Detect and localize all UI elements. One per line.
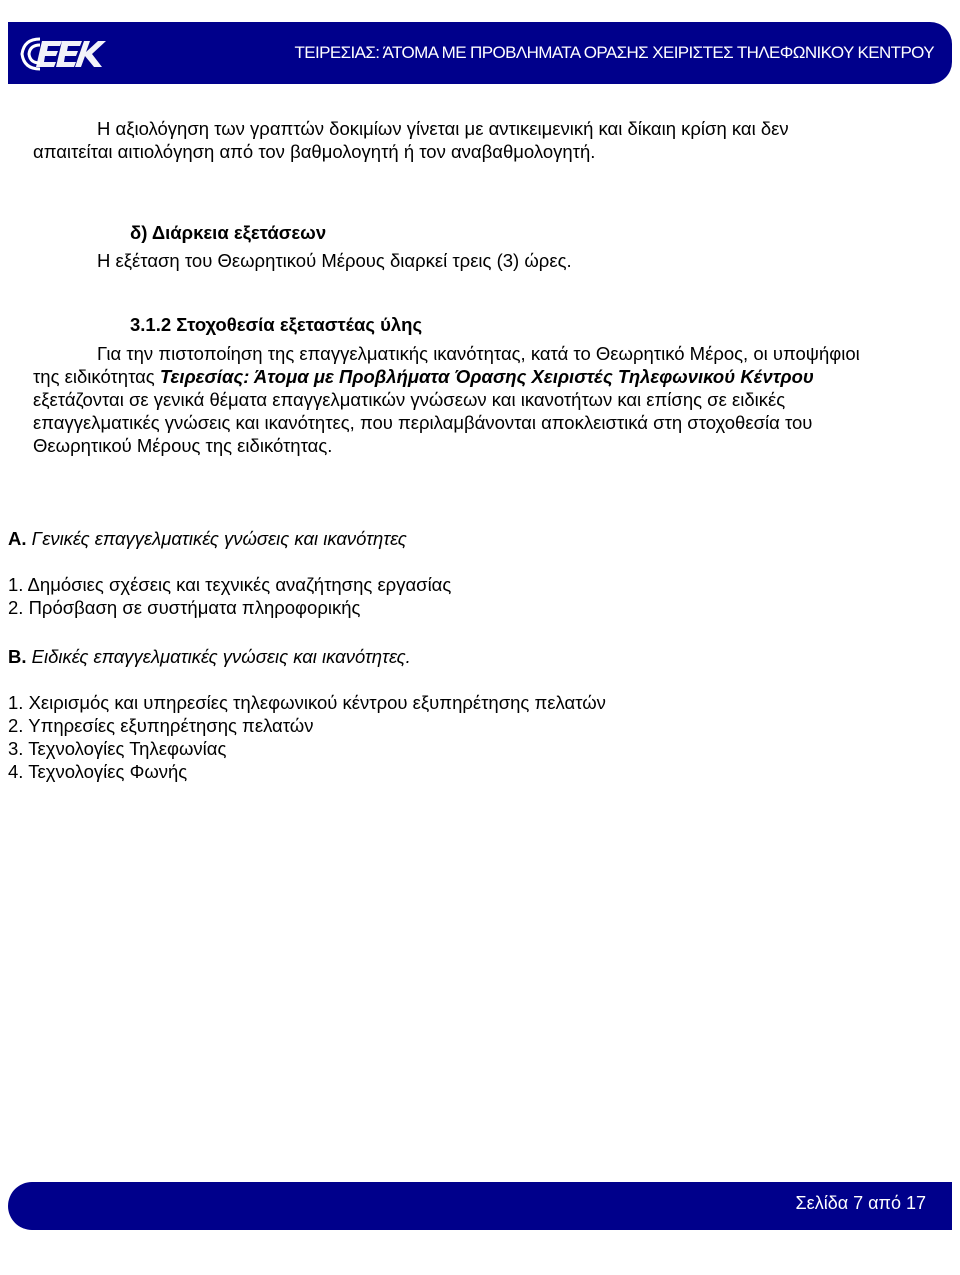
header-title: ΤΕΙΡΕΣΙΑΣ: ΆΤΟΜΑ ΜΕ ΠΡΟΒΛΗΜΑΤΑ ΟΡΑΣΗΣ ΧΕΙΡΙΣΤΕΣ ΤΗΛΕΦΩΝΙΚΟΥ ΚΕΝΤΡΟΥ [294, 43, 934, 62]
list-item: 2. Πρόσβαση σε συστήματα πληροφορικής [8, 597, 361, 618]
list-item: 1. Δημόσιες σχέσεις και τεχνικές αναζήτησης εργασίας [8, 574, 452, 595]
section-heading-duration: δ) Διάρκεια εξετάσεων [130, 222, 327, 243]
paragraph-line: επαγγελματικές γνώσεις και ικανότητες, που περιλαμβάνονται αποκλειστικά στη στοχοθεσία του [33, 412, 813, 433]
page-number: Σελίδα 7 από 17 [795, 1193, 926, 1213]
section-letter: Α. [8, 528, 27, 549]
line-prefix: της ειδικότητας [33, 366, 160, 387]
paragraph-line: Η αξιολόγηση των γραπτών δοκιμίων γίνεται με αντικειμενική και δίκαιη κρίση και δεν [97, 118, 789, 139]
list-item: 4. Τεχνολογίες Φωνής [8, 761, 188, 782]
duration-text: Η εξέταση του Θεωρητικού Μέρους διαρκεί τρεις (3) ώρες. [97, 250, 572, 271]
section-title: Ειδικές επαγγελματικές γνώσεις και ικανότητες. [26, 646, 411, 667]
section-title: Γενικές επαγγελματικές γνώσεις και ικανότητες [26, 528, 407, 549]
specialty-name: Τειρεσίας: Άτομα με Προβλήματα Όρασης Χειριστές Τηλεφωνικού Κέντρου [159, 366, 814, 387]
section-heading-general [8, 527, 407, 550]
paragraph-line: εξετάζονται σε γενικά θέματα επαγγελματικών γνώσεων και ικανοτήτων και επίσης σε ειδικές [33, 389, 786, 410]
list-item: 3. Τεχνολογίες Τηλεφωνίας [8, 738, 227, 759]
paragraph-line [33, 365, 814, 388]
paragraph-line: Για την πιστοποίηση της επαγγελματικής ικανότητας, κατά το Θεωρητικό Μέρος, οι υποψήφιοι [97, 343, 860, 364]
list-item: 2. Υπηρεσίες εξυπηρέτησης πελατών [8, 715, 314, 736]
ceek-logo-icon [18, 33, 108, 75]
paragraph-line: Θεωρητικού Μέρους της ειδικότητας. [33, 435, 333, 456]
list-item: 1. Χειρισμός και υπηρεσίες τηλεφωνικού κέντρου εξυπηρέτησης πελατών [8, 692, 606, 713]
paragraph-line: απαιτείται αιτιολόγηση από τον βαθμολογητή ή τον αναβαθμολογητή. [33, 141, 596, 162]
section-heading-specific [8, 645, 411, 668]
section-heading-syllabus: 3.1.2 Στοχοθεσία εξεταστέας ύλης [130, 314, 423, 335]
section-letter: Β. [8, 646, 27, 667]
